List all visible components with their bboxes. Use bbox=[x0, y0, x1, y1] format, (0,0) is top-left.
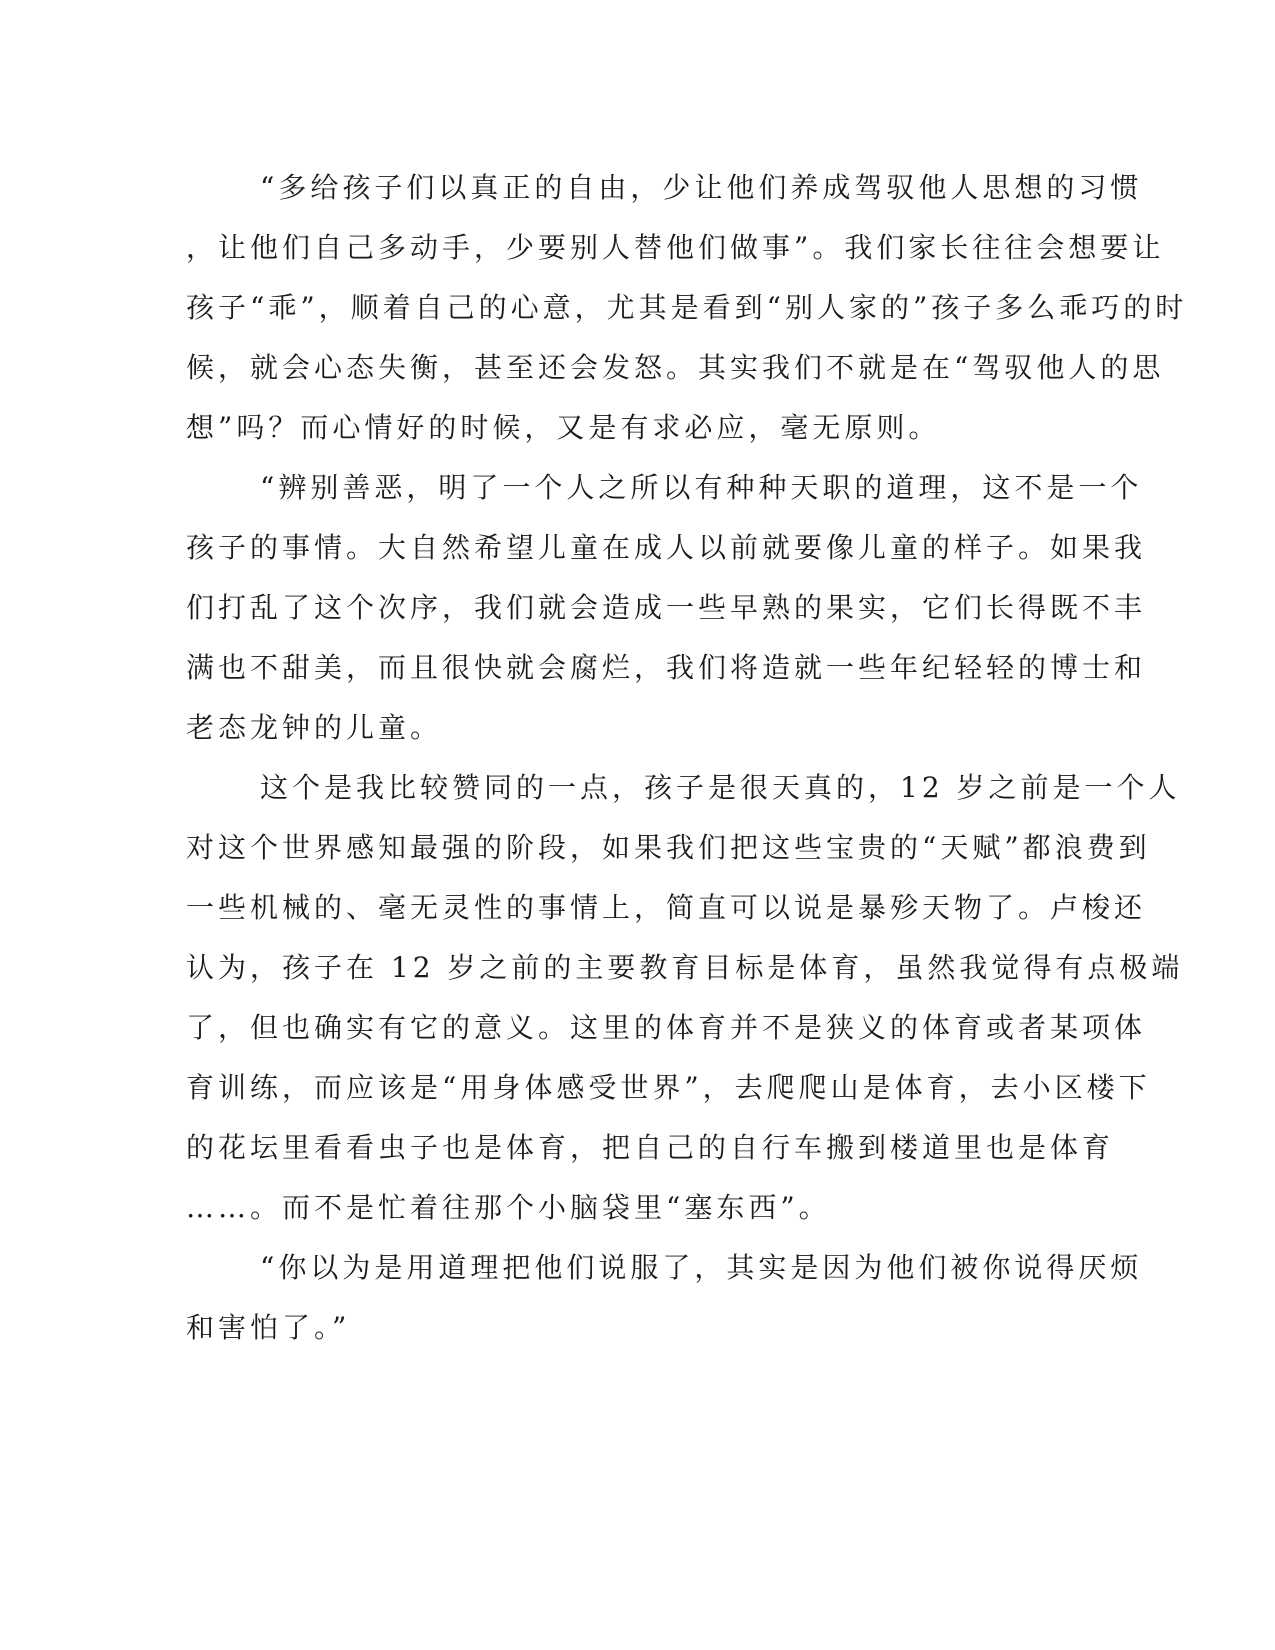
text-line: 的花坛里看看虫子也是体育，把自己的自行车搬到楼道里也是体育 bbox=[186, 1131, 1115, 1164]
text-line: “多给孩子们以真正的自由，少让他们养成驾驭他人思想的习惯 bbox=[260, 171, 1143, 204]
text-line: 这个是我比较赞同的一点，孩子是很天真的，12 岁之前是一个人 bbox=[260, 771, 1181, 804]
document-body bbox=[186, 158, 1188, 1358]
text-line: 老态龙钟的儿童。 bbox=[186, 711, 443, 744]
text-line: 认为，孩子在 12 岁之前的主要教育目标是体育，虽然我觉得有点极端 bbox=[186, 951, 1184, 984]
text-line: 和害怕了。” bbox=[186, 1311, 351, 1344]
text-line: 一些机械的、毫无灵性的事情上，简直可以说是暴殄天物了。卢梭还 bbox=[186, 891, 1147, 924]
text-line: “你以为是用道理把他们说服了，其实是因为他们被你说得厌烦 bbox=[260, 1251, 1143, 1284]
text-line: 想”吗？而心情好的时候，又是有求必应，毫无原则。 bbox=[186, 411, 941, 444]
text-line: ……。而不是忙着往那个小脑袋里“塞东西”。 bbox=[186, 1191, 831, 1224]
text-line: 育训练，而应该是“用身体感受世界”，去爬爬山是体育，去小区楼下 bbox=[186, 1071, 1151, 1104]
text-line: 候，就会心态失衡，甚至还会发怒。其实我们不就是在“驾驭他人的思 bbox=[186, 351, 1165, 384]
text-line: 们打乱了这个次序，我们就会造成一些早熟的果实，它们长得既不丰 bbox=[186, 591, 1147, 624]
text-line: 满也不甜美，而且很快就会腐烂，我们将造就一些年纪轻轻的博士和 bbox=[186, 651, 1147, 684]
text-line: 孩子“乖”，顺着自己的心意，尤其是看到“别人家的”孩子多么乖巧的时 bbox=[186, 291, 1188, 324]
paragraph-2 bbox=[186, 458, 1147, 758]
text-line: 对这个世界感知最强的阶段，如果我们把这些宝贵的“天赋”都浪费到 bbox=[186, 831, 1151, 864]
paragraph-1 bbox=[186, 158, 1188, 458]
text-line: ，让他们自己多动手，少要别人替他们做事”。我们家长往往会想要让 bbox=[186, 231, 1165, 264]
text-line: 孩子的事情。大自然希望儿童在成人以前就要像儿童的样子。如果我 bbox=[186, 531, 1147, 564]
text-line: “辨别善恶，明了一个人之所以有种种天职的道理，这不是一个 bbox=[260, 471, 1143, 504]
text-line: 了，但也确实有它的意义。这里的体育并不是狭义的体育或者某项体 bbox=[186, 1011, 1147, 1044]
paragraph-3 bbox=[186, 758, 1184, 1238]
paragraph-4 bbox=[186, 1238, 1143, 1358]
